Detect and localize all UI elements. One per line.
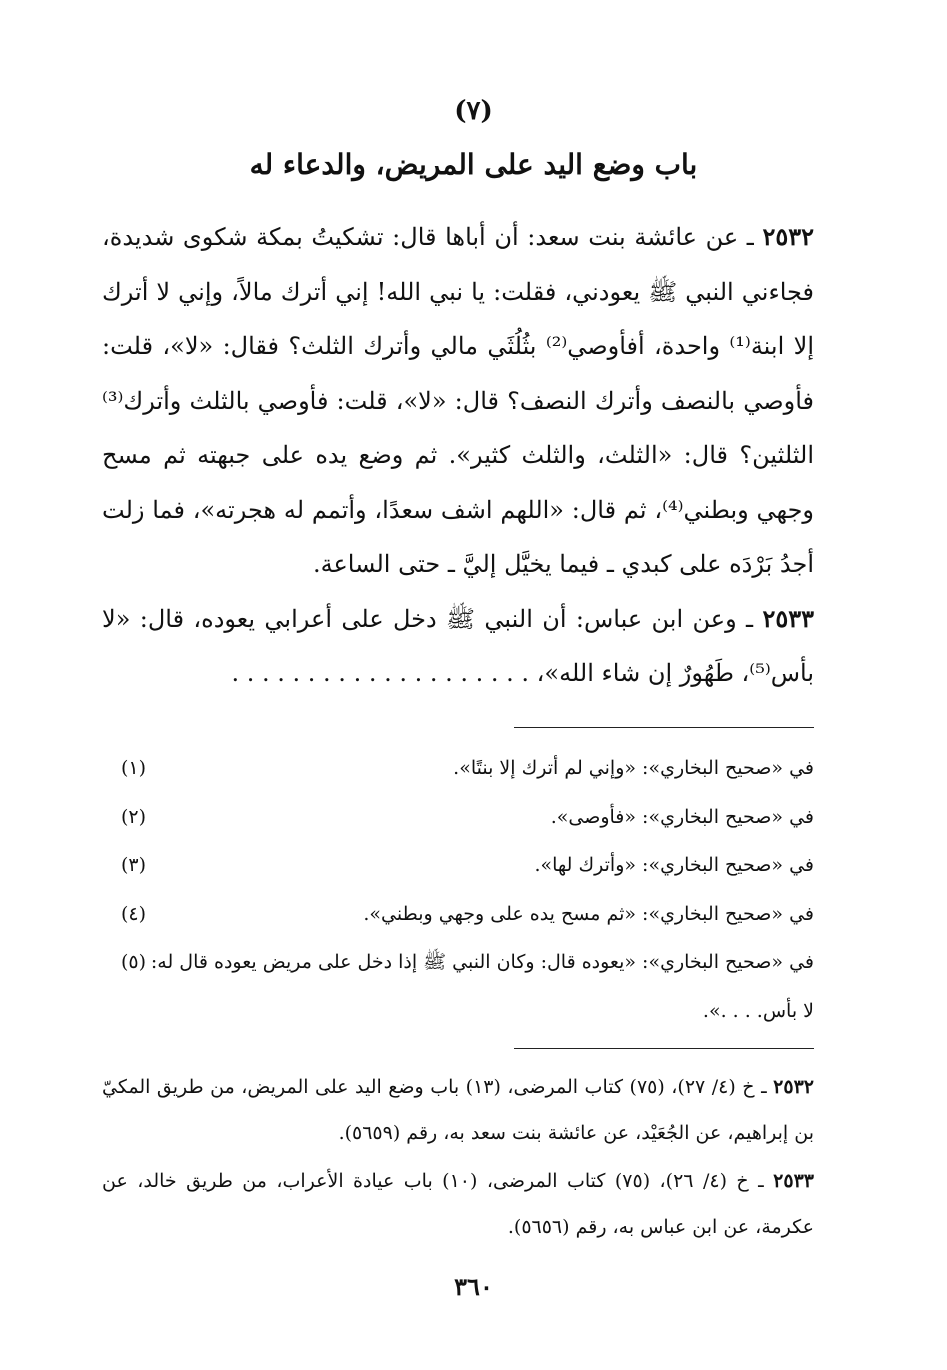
hadith-number: ٢٥٣٣ — [762, 603, 814, 633]
footnote-text: في «صحيح البخاري»: «يعوده قال: وكان النبي ﷺ إذا دخل على مريض يعوده قال له: لا بأس. . . .». — [150, 951, 814, 1022]
footnotes — [102, 744, 814, 1035]
footnote — [102, 938, 814, 1035]
page-number: ٣٦٠ — [454, 1272, 493, 1301]
footnote — [102, 793, 814, 842]
footnote-number: (٣) — [120, 854, 146, 876]
footnote-text: في «صحيح البخاري»: «وإني لم أترك إلا بنتًا». — [453, 757, 814, 779]
chapter-number: (٧) — [454, 96, 493, 126]
source-text: ـ خ (٤/ ٢٧)، (٧٥) كتاب المرضى، (١٣) باب وضع اليد على المريض، من طريق المكيّ بن إبراهيم، عن الجُعَيْد، عن عائشة بنت سعد به، رقم (٥٦٥٩). — [102, 1076, 814, 1144]
sources — [102, 1064, 814, 1252]
footnotes-divider — [514, 727, 814, 728]
hadith-text: ـ عن عائشة بنت سعد: أن أباها قال: تشكيتُ بمكة شكوى شديدة، فجاءني النبي ﷺ يعودني، فقلت: يا نبي الله! إني أترك مالاً، وإني لا أترك إلا ابنة⁽¹⁾ واحدة، أفأوصي⁽²⁾ بثُلُثَي مالي وأترك الثلث؟ فقال: «لا»، قلت: فأوصي بالنصف وأترك النصف؟ قال: «لا»، قلت: فأوصي بالثلث وأترك⁽³⁾ الثلثين؟ قال: «الثلث، والثلث كثير». ثم وضع يده على جبهته ثم مسح وجهي وبطني⁽⁴⁾، ثم قال: «اللهم اشف سعدًا، وأتمم له هجرته»، فما زلت أجدُ بَرْدَه على كبدي ـ فيما يخيَّل إليَّ ـ حتى الساعة. — [102, 223, 814, 578]
footnote-number: (٢) — [120, 805, 146, 828]
sources-divider — [514, 1048, 814, 1049]
hadith-number: ٢٥٣٢ — [762, 222, 814, 251]
hadith-paragraph — [102, 210, 814, 592]
hadith-body — [102, 210, 814, 701]
hadith-paragraph — [102, 592, 814, 701]
hadith-text: ـ وعن ابن عباس: أن النبي ﷺ دخل على أعرابي يعوده، قال: «لا بأس⁽⁵⁾، طَهُورٌ إن شاء الله»، . . . . . . . . . . . . . . . . . . . . — [102, 604, 814, 687]
source-text: ـ خ (٤/ ٢٦)، (٧٥) كتاب المرضى، (١٠) باب عيادة الأعراب، من طريق خالد، عن عكرمة، عن ابن عباس به، رقم (٥٦٥٦). — [102, 1170, 814, 1238]
source-number: ٢٥٣٣ — [773, 1170, 814, 1192]
footnote-number: (١) — [120, 757, 146, 779]
source-entry — [102, 1064, 814, 1156]
chapter-title: باب وضع اليد على المريض، والدعاء له — [249, 148, 698, 181]
source-entry — [102, 1158, 814, 1250]
footnote — [102, 744, 814, 793]
footnote-number: (٤) — [120, 902, 146, 925]
footnote-text: في «صحيح البخاري»: «وأترك لها». — [534, 854, 814, 876]
footnote — [102, 841, 814, 890]
footnote-text: في «صحيح البخاري»: «فأوصى». — [550, 805, 814, 828]
footnote-number: (٥) — [120, 951, 146, 973]
footnote — [102, 890, 814, 939]
source-number: ٢٥٣٢ — [773, 1076, 814, 1098]
footnote-text: في «صحيح البخاري»: «ثم مسح يده على وجهي وبطني». — [363, 902, 814, 925]
